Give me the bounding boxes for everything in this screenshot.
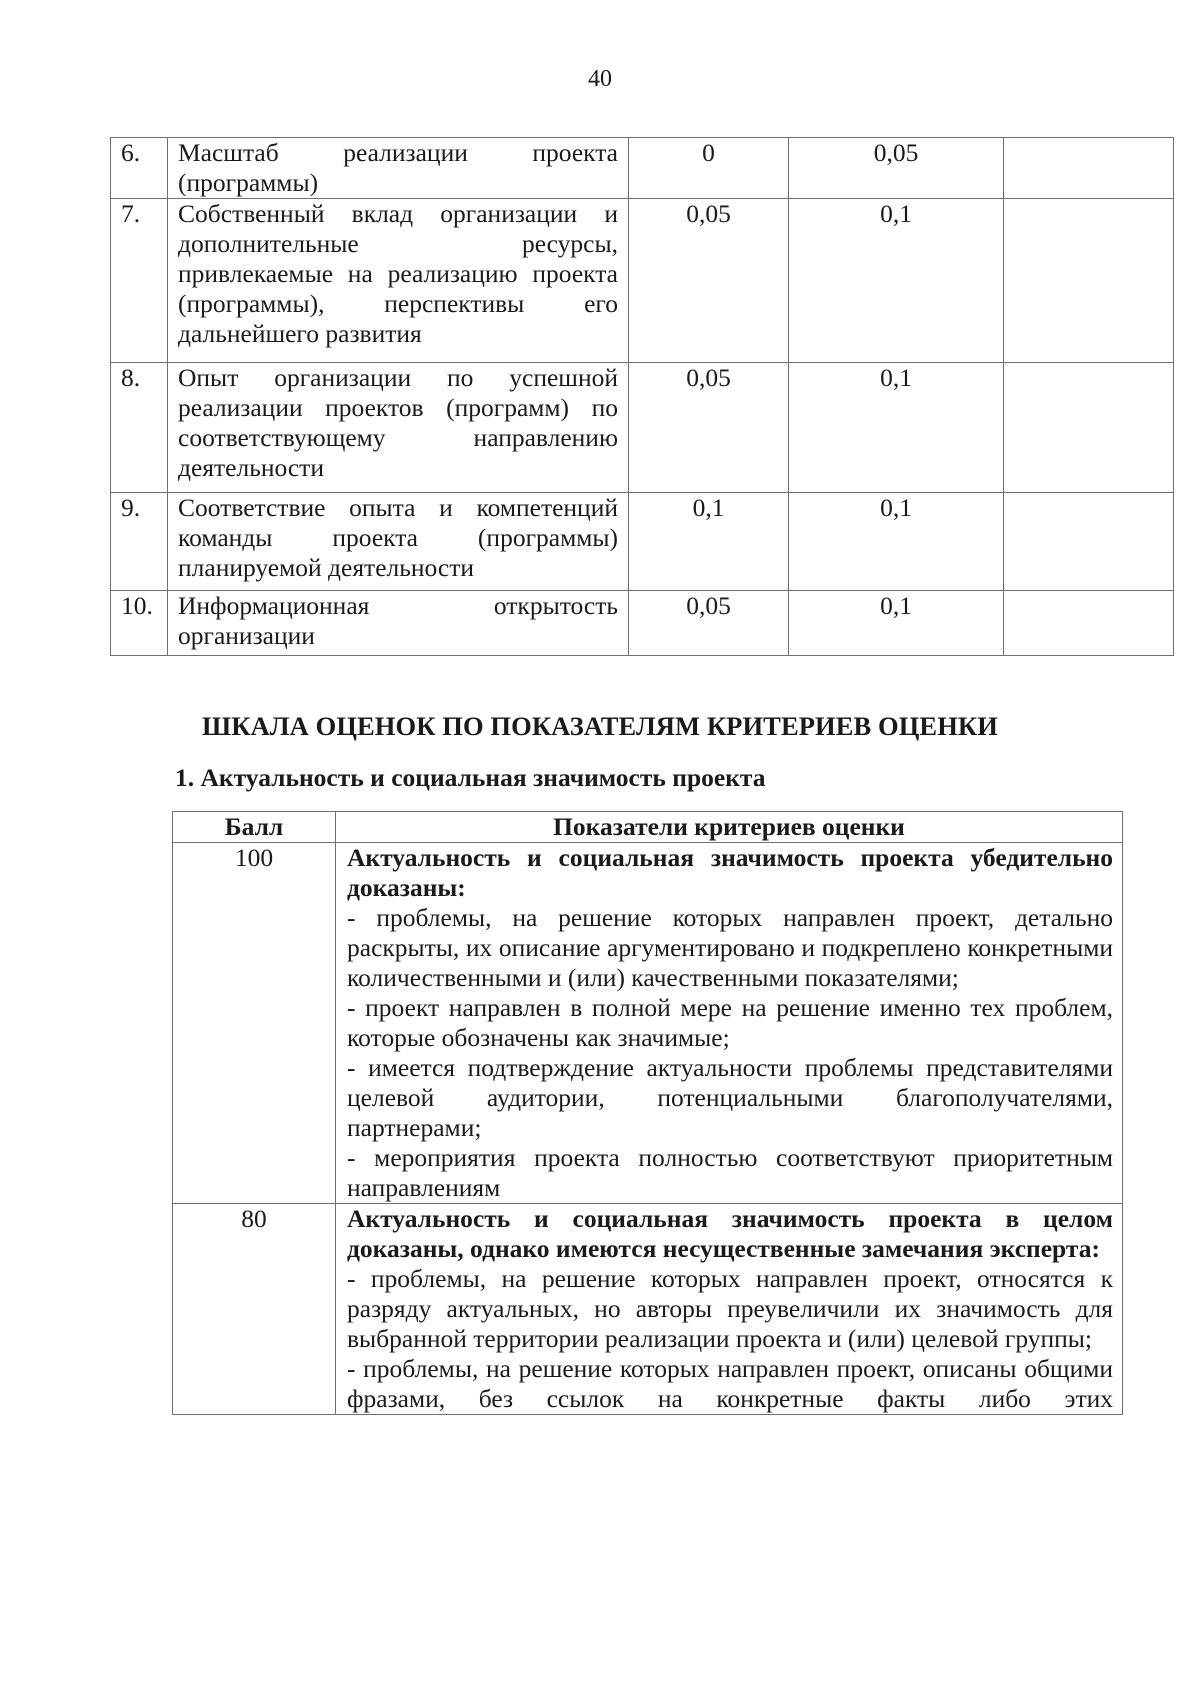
table-row [173, 1204, 1123, 1415]
table-row [111, 138, 1174, 199]
table-row [111, 493, 1174, 591]
criterion-text: Опыт организации по успешной реализации проектов (программ) по соответствующему направлению деятельности [168, 363, 629, 493]
indicator-item: - проект направлен в полной мере на решение именно тех проблем, которые обозначены как значимые; [347, 993, 1113, 1052]
section-title: ШКАЛА ОЦЕНОК ПО ПОКАЗАТЕЛЯМ КРИТЕРИЕВ ОЦЕНКИ [202, 711, 998, 741]
indicator-description [336, 1204, 1123, 1415]
page-number: 40 [588, 66, 612, 92]
scale-table [172, 811, 1123, 1415]
criteria-table [110, 137, 1174, 656]
indicators-header: Показатели критериев оценки [336, 812, 1123, 843]
table-row [173, 843, 1123, 1204]
empty-cell [1004, 199, 1174, 363]
row-number: 10. [111, 591, 168, 656]
indicator-item: - проблемы, на решение которых направлен проект, детально раскрыты, их описание аргументировано и подкреплено конкретными количественными и (или) качественными показателями; [347, 903, 1113, 992]
table-row [111, 199, 1174, 363]
section-subtitle: 1. Актуальность и социальная значимость проекта [175, 763, 766, 792]
table-header-row [173, 812, 1123, 843]
row-number: 7. [111, 199, 168, 363]
indicator-title: Актуальность и социальная значимость проекта в целом доказаны, однако имеются несущественные замечания эксперта: [347, 1204, 1113, 1263]
coefficient: 0,1 [789, 363, 1004, 493]
min-value: 0 [629, 138, 789, 199]
empty-cell [1004, 493, 1174, 591]
criterion-text: Собственный вклад организации и дополнительные ресурсы, привлекаемые на реализацию проекта (программы), перспективы его дальнейшего развития [168, 199, 629, 363]
empty-cell [1004, 363, 1174, 493]
coefficient: 0,1 [789, 199, 1004, 363]
empty-cell [1004, 591, 1174, 656]
coefficient: 0,1 [789, 493, 1004, 591]
row-number: 8. [111, 363, 168, 493]
row-number: 6. [111, 138, 168, 199]
coefficient: 0,05 [789, 138, 1004, 199]
min-value: 0,05 [629, 199, 789, 363]
coefficient: 0,1 [789, 591, 1004, 656]
score-value: 80 [173, 1204, 336, 1415]
criterion-text: Информационная открытость организации [168, 591, 629, 656]
indicator-description [336, 843, 1123, 1204]
table-row [111, 591, 1174, 656]
min-value: 0,1 [629, 493, 789, 591]
criterion-text: Масштаб реализации проекта (программы) [168, 138, 629, 199]
min-value: 0,05 [629, 591, 789, 656]
indicator-item: - проблемы, на решение которых направлен проект, относятся к разряду актуальных, но авторы преувеличили их значимость для выбранной территории реализации проекта и (или) целевой группы; [347, 1264, 1113, 1353]
indicator-item: - имеется подтверждение актуальности проблемы представителями целевой аудитории, потенциальными благополучателями, партнерами; [347, 1053, 1113, 1142]
min-value: 0,05 [629, 363, 789, 493]
row-number: 9. [111, 493, 168, 591]
table-row [111, 363, 1174, 493]
indicator-item: - мероприятия проекта полностью соответствуют приоритетным направлениям [347, 1143, 1113, 1202]
indicator-title: Актуальность и социальная значимость проекта убедительно доказаны: [347, 843, 1113, 902]
score-value: 100 [173, 843, 336, 1204]
score-header: Балл [173, 812, 336, 843]
criterion-text: Соответствие опыта и компетенций команды проекта (программы) планируемой деятельности [168, 493, 629, 591]
indicator-item: - проблемы, на решение которых направлен проект, описаны общими фразами, без ссылок на конкретные факты либо этих [347, 1354, 1113, 1413]
empty-cell [1004, 138, 1174, 199]
